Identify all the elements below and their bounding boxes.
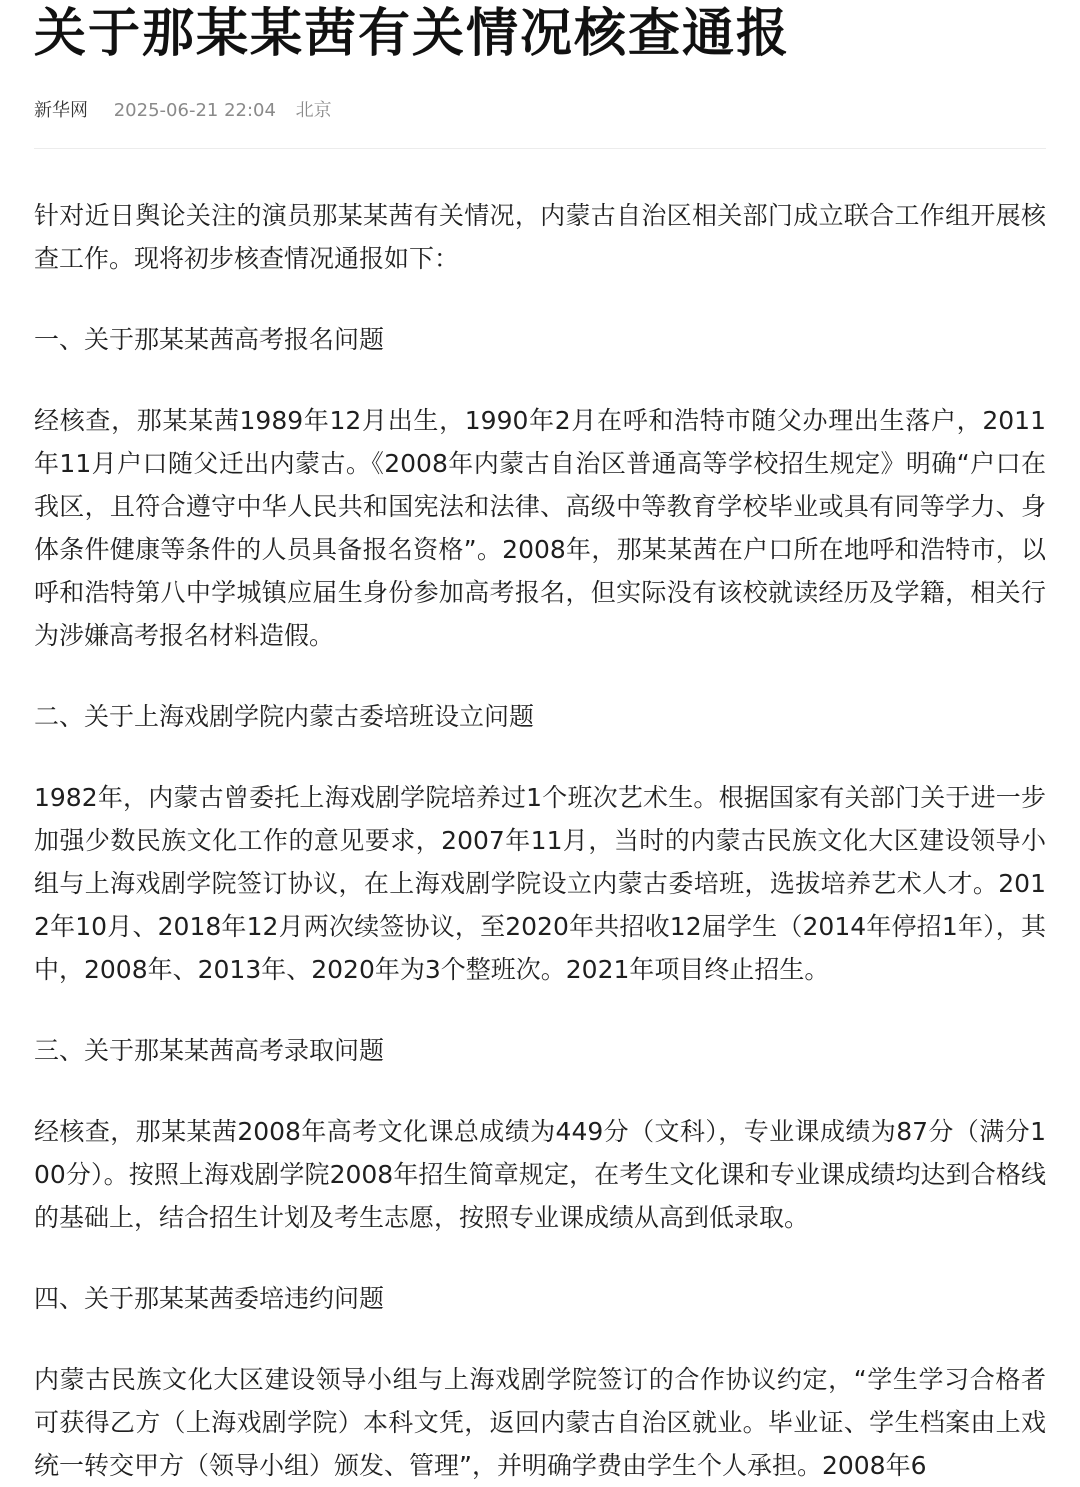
intro-paragraph: 针对近日舆论关注的演员那某某茜有关情况，内蒙古自治区相关部门成立联合工作组开展核查工作。现将初步核查情况通报如下： [34,201,1046,273]
section-heading-2: 二、关于上海戏剧学院内蒙古委培班设立问题 [34,702,535,731]
publish-location: 北京 [295,100,332,121]
article-body [34,194,1046,1487]
article-meta [34,98,1046,124]
divider [34,148,1046,149]
publish-time: 2025-06-21 22:04 [113,100,276,121]
section-paragraph-1: 经核查，那某某茜1989年12月出生，1990年2月在呼和浩特市随父办理出生落户，2011年11月户口随父迁出内蒙古。《2008年内蒙古自治区普通高等学校招生规定》明确“户口在我区，且符合遵守中华人民共和国宪法和法律、高级中等教育学校毕业或具有同等学力、身体条件健康等条件的人员具备报名资格”。2008年，那某某茜在户口所在地呼和浩特市，以呼和浩特第八中学城镇应届生身份参加高考报名，但实际没有该校就读经历及学籍，相关行为涉嫌高考报名材料造假。 [34,406,1046,650]
section-heading-3: 三、关于那某某茜高考录取问题 [34,1036,385,1065]
article-title: 关于那某某茜有关情况核查通报 [34,4,791,64]
section-paragraph-3: 经核查，那某某茜2008年高考文化课总成绩为449分（文科），专业课成绩为87分（满分100分）。按照上海戏剧学院2008年招生简章规定，在考生文化课和专业课成绩均达到合格线的基础上，结合招生计划及考生志愿，按照专业课成绩从高到低录取。 [34,1117,1046,1232]
section-paragraph-4: 内蒙古民族文化大区建设领导小组与上海戏剧学院签订的合作协议约定，“学生学习合格者可获得乙方（上海戏剧学院）本科文凭，返回内蒙古自治区就业。毕业证、学生档案由上戏统一转交甲方（领导小组）颁发、管理”，并明确学费由学生个人承担。2008年6 [34,1365,1046,1480]
section-heading-4: 四、关于那某某茜委培违约问题 [34,1284,385,1313]
section-heading-1: 一、关于那某某茜高考报名问题 [34,325,385,354]
source-name[interactable]: 新华网 [34,100,88,121]
section-paragraph-2: 1982年，内蒙古曾委托上海戏剧学院培养过1个班次艺术生。根据国家有关部门关于进一步加强少数民族文化工作的意见要求，2007年11月，当时的内蒙古民族文化大区建设领导小组与上海戏剧学院签订协议，在上海戏剧学院设立内蒙古委培班，选拔培养艺术人才。2012年10月、2018年12月两次续签协议，至2020年共招收12届学生（2014年停招1年），其中，2008年、2013年、2020年为3个整班次。2021年项目终止招生。 [34,783,1046,984]
